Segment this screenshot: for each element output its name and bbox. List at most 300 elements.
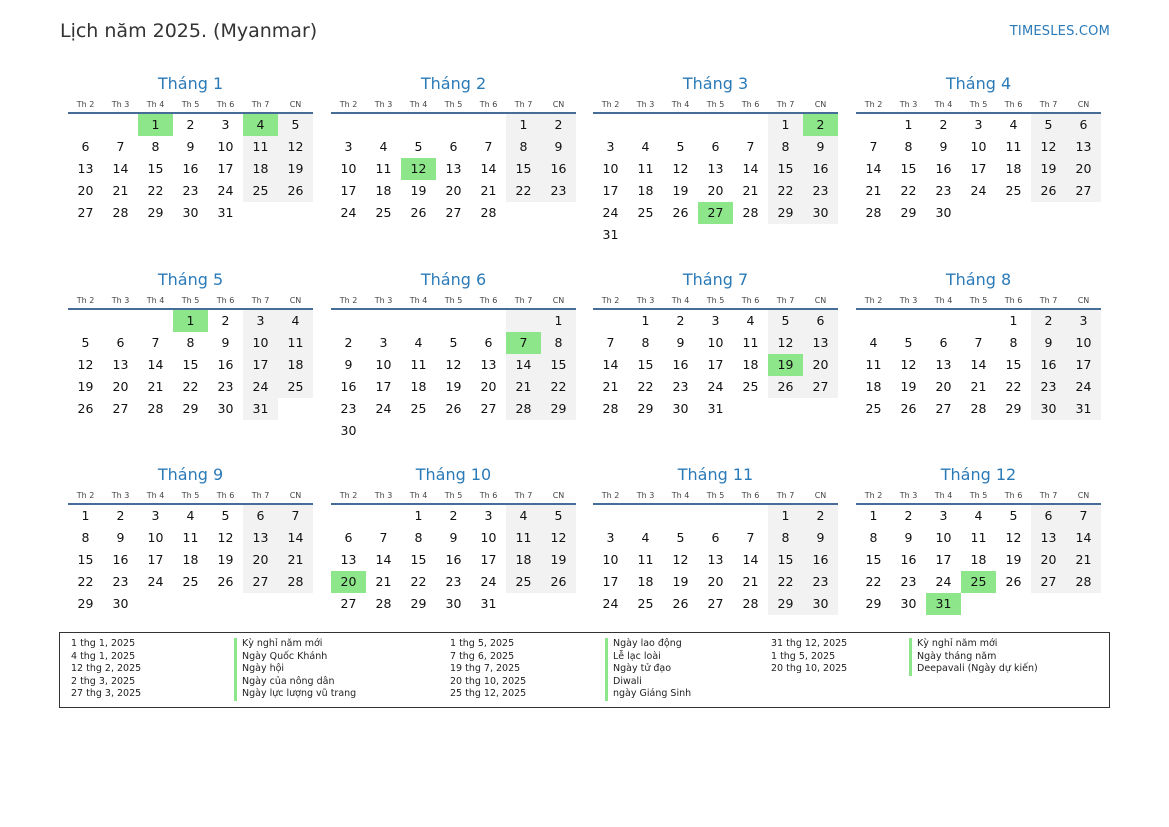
empty-day-cell [471,310,506,332]
day-cell: 14 [506,354,541,376]
day-cell: 21 [375,574,392,589]
day-cell: 20 [77,183,94,198]
day-cell: 17 [970,161,987,176]
weekday-label: Th 7 [514,100,533,109]
day-cell: 21 [742,574,759,589]
day-cell: 15 [900,161,917,176]
day-cell: 17 [340,183,357,198]
weekday-label: Th 4 [934,491,953,500]
weekday-label: Th 4 [671,296,690,305]
empty-day-cell [103,310,138,332]
day-cell: 29 [768,593,803,615]
empty-day-cell [68,114,103,136]
month-block [856,269,1101,420]
day-cell: 9 [1031,332,1066,354]
weekday-label: CN [552,491,565,500]
weekday-label: Th 2 [601,100,620,109]
holiday-day-cell: 25 [961,571,996,593]
empty-day-cell [401,114,436,136]
day-grid [68,114,313,224]
month-block [331,269,576,442]
weekday-label: Th 2 [76,491,95,500]
weekday-label: Th 7 [776,491,795,500]
day-cell: 20 [480,379,497,394]
day-grid [593,310,838,420]
day-cell: 1 [81,508,90,523]
day-cell: 6 [1066,114,1101,136]
day-cell: 30 [1031,398,1066,420]
day-cell: 1 [869,508,878,523]
day-cell: 1 [641,313,650,328]
day-cell: 5 [768,310,803,332]
day-cell: 14 [375,552,392,567]
weekday-header [593,490,838,505]
weekday-label: CN [289,296,302,305]
day-cell: 19 [672,574,689,589]
day-cell: 22 [77,574,94,589]
day-cell: 9 [676,335,685,350]
month-block [331,73,576,224]
day-cell: 23 [900,574,917,589]
day-cell: 24 [340,205,357,220]
holiday-date: 27 thg 3, 2025 [71,688,142,699]
weekday-label: Th 3 [111,491,130,500]
day-cell: 29 [865,596,882,611]
empty-day-cell [961,593,996,615]
day-cell: 27 [1066,180,1101,202]
holiday-name: Kỳ nghỉ năm mới [234,638,356,651]
day-cell: 14 [147,357,164,372]
month-block [856,464,1101,615]
day-cell: 26 [217,574,234,589]
day-cell: 18 [637,574,654,589]
day-cell: 18 [1005,161,1022,176]
day-cell: 10 [217,139,234,154]
day-cell: 19 [410,183,427,198]
day-cell: 22 [768,571,803,593]
day-cell: 31 [480,596,497,611]
day-cell: 13 [77,161,94,176]
weekday-label: Th 4 [146,491,165,500]
day-cell: 21 [506,376,541,398]
day-cell: 9 [939,139,948,154]
empty-day-cell [366,505,401,527]
day-cell: 14 [278,527,313,549]
day-cell: 30 [900,596,917,611]
holiday-day-cell: 12 [401,158,436,180]
empty-day-cell [926,310,961,332]
day-cell: 30 [182,205,199,220]
day-cell: 18 [278,354,313,376]
day-cell: 13 [480,357,497,372]
day-cell: 13 [707,161,724,176]
day-cell: 27 [480,401,497,416]
weekday-label: Th 3 [111,296,130,305]
day-cell: 28 [112,205,129,220]
day-cell: 25 [506,571,541,593]
empty-day-cell [471,420,506,442]
day-cell: 27 [340,596,357,611]
day-cell: 24 [602,205,619,220]
day-grid [856,505,1101,615]
empty-day-cell [278,593,313,615]
day-cell: 14 [112,161,129,176]
day-cell: 5 [541,505,576,527]
day-cell: 24 [707,379,724,394]
day-cell: 8 [869,530,878,545]
day-cell: 17 [217,161,234,176]
holiday-day-cell: 1 [173,310,208,332]
weekday-label: CN [1077,100,1090,109]
day-cell: 7 [1066,505,1101,527]
day-cell: 22 [865,574,882,589]
holiday-dates-col-1 [71,638,141,701]
day-cell: 12 [77,357,94,372]
weekday-label: Th 4 [146,100,165,109]
site-link[interactable]: TIMESLES.COM [1009,24,1110,39]
day-cell: 9 [803,136,838,158]
day-cell: 18 [410,379,427,394]
day-cell: 8 [81,530,90,545]
day-cell: 5 [81,335,90,350]
holiday-name: Lễ lạc loài [605,651,691,664]
day-cell: 12 [672,552,689,567]
weekday-label: Th 7 [776,296,795,305]
empty-day-cell [541,420,576,442]
day-cell: 9 [449,530,458,545]
holiday-names-col-1 [234,638,356,701]
day-cell: 20 [707,183,724,198]
day-cell: 12 [1031,136,1066,158]
day-cell: 24 [243,376,278,398]
day-cell: 7 [746,530,755,545]
day-cell: 10 [243,332,278,354]
day-cell: 28 [970,401,987,416]
day-grid [68,310,313,420]
day-cell: 7 [869,139,878,154]
day-cell: 25 [243,180,278,202]
day-cell: 19 [541,549,576,571]
day-cell: 10 [602,552,619,567]
day-cell: 3 [1066,310,1101,332]
day-cell: 15 [768,158,803,180]
month-block [593,269,838,420]
empty-day-cell [208,593,243,615]
day-cell: 2 [116,508,125,523]
day-cell: 11 [410,357,427,372]
weekday-label: Th 2 [76,100,95,109]
day-cell: 29 [410,596,427,611]
weekday-label: Th 4 [409,296,428,305]
empty-day-cell [138,593,173,615]
empty-day-cell [733,224,768,246]
empty-day-cell [996,202,1031,224]
day-cell: 12 [900,357,917,372]
day-cell: 15 [147,161,164,176]
empty-day-cell [366,310,401,332]
day-cell: 8 [768,136,803,158]
empty-day-cell [593,505,628,527]
day-cell: 1 [414,508,423,523]
day-cell: 10 [480,530,497,545]
holiday-name: Ngày tử đạo [605,663,691,676]
empty-day-cell [1031,593,1066,615]
day-cell: 27 [77,205,94,220]
empty-day-cell [331,114,366,136]
day-cell: 14 [1066,527,1101,549]
weekday-label: Th 4 [409,491,428,500]
weekday-label: Th 6 [1004,491,1023,500]
weekday-label: Th 5 [706,491,725,500]
day-grid [331,310,576,442]
weekday-label: Th 4 [409,100,428,109]
day-cell: 15 [1005,357,1022,372]
empty-day-cell [628,505,663,527]
weekday-label: Th 7 [776,100,795,109]
day-cell: 15 [410,552,427,567]
empty-day-cell [173,593,208,615]
day-cell: 25 [182,574,199,589]
day-cell: 27 [935,401,952,416]
weekday-label: Th 2 [76,296,95,305]
day-cell: 22 [410,574,427,589]
empty-day-cell [733,398,768,420]
day-cell: 19 [445,379,462,394]
day-cell: 4 [278,310,313,332]
holiday-name: Diwali [605,676,691,689]
day-cell: 2 [1031,310,1066,332]
day-cell: 7 [151,335,160,350]
weekday-label: Th 5 [181,296,200,305]
day-cell: 5 [676,530,685,545]
day-cell: 13 [1031,527,1066,549]
day-cell: 5 [221,508,230,523]
day-cell: 16 [1031,354,1066,376]
day-cell: 17 [935,552,952,567]
day-cell: 21 [742,183,759,198]
day-cell: 26 [77,401,94,416]
weekday-header [68,490,313,505]
day-cell: 19 [217,552,234,567]
day-cell: 11 [375,161,392,176]
day-cell: 11 [865,357,882,372]
day-cell: 28 [480,205,497,220]
day-cell: 18 [970,552,987,567]
day-cell: 17 [707,357,724,372]
day-cell: 8 [641,335,650,350]
weekday-label: CN [552,100,565,109]
day-cell: 8 [414,530,423,545]
weekday-label: Th 5 [444,491,463,500]
empty-day-cell [366,114,401,136]
month-title: Tháng 5 [157,270,224,289]
day-cell: 13 [935,357,952,372]
day-cell: 25 [742,379,759,394]
day-cell: 29 [637,401,654,416]
day-cell: 6 [449,139,458,154]
day-cell: 7 [974,335,983,350]
day-cell: 30 [803,202,838,224]
day-cell: 17 [147,552,164,567]
empty-day-cell [331,310,366,332]
day-cell: 21 [602,379,619,394]
holiday-list [59,632,1110,708]
day-cell: 6 [81,139,90,154]
day-cell: 27 [112,401,129,416]
day-cell: 21 [865,183,882,198]
day-cell: 13 [445,161,462,176]
weekday-header [331,99,576,114]
day-cell: 16 [445,552,462,567]
day-cell: 13 [112,357,129,372]
day-cell: 18 [865,379,882,394]
month-title: Tháng 6 [420,270,487,289]
holiday-name: Ngày lao động [605,638,691,651]
day-cell: 15 [768,549,803,571]
empty-day-cell [768,398,803,420]
holiday-name: ngày Giáng Sinh [605,688,691,701]
day-cell: 17 [1066,354,1101,376]
day-cell: 24 [602,596,619,611]
day-cell: 8 [904,139,913,154]
day-cell: 30 [217,401,234,416]
weekday-label: Th 4 [671,491,690,500]
empty-day-cell [243,593,278,615]
day-cell: 3 [711,313,720,328]
day-cell: 10 [147,530,164,545]
weekday-label: Th 7 [514,296,533,305]
weekday-label: Th 6 [1004,100,1023,109]
holiday-date: 31 thg 12, 2025 [771,638,848,649]
day-cell: 27 [1031,571,1066,593]
day-cell: 7 [379,530,388,545]
day-cell: 4 [746,313,755,328]
day-cell: 26 [768,376,803,398]
day-cell: 10 [970,139,987,154]
month-title: Tháng 12 [940,465,1017,484]
holiday-date: 20 thg 10, 2025 [450,675,527,687]
weekday-header [68,295,313,310]
day-cell: 6 [711,530,720,545]
empty-day-cell [103,114,138,136]
day-cell: 15 [182,357,199,372]
day-cell: 30 [935,205,952,220]
day-cell: 20 [243,549,278,571]
day-cell: 29 [768,202,803,224]
day-cell: 8 [1009,335,1018,350]
day-cell: 5 [449,335,458,350]
day-cell: 6 [344,530,353,545]
day-cell: 3 [974,117,983,132]
month-block [68,464,313,615]
day-cell: 16 [182,161,199,176]
weekday-header [331,490,576,505]
day-cell: 12 [541,527,576,549]
day-cell: 5 [414,139,423,154]
day-cell: 28 [602,401,619,416]
weekday-label: Th 5 [444,296,463,305]
day-cell: 19 [77,379,94,394]
day-cell: 24 [970,183,987,198]
empty-day-cell [698,224,733,246]
day-cell: 11 [742,335,759,350]
page-title: Lịch năm 2025. (Myanmar) [60,20,318,42]
day-cell: 18 [742,357,759,372]
day-cell: 23 [217,379,234,394]
day-cell: 9 [344,357,353,372]
day-cell: 16 [935,161,952,176]
day-cell: 6 [939,335,948,350]
holiday-day-cell: 7 [506,332,541,354]
weekday-label: CN [289,491,302,500]
holiday-day-cell: 1 [138,114,173,136]
day-cell: 29 [1005,401,1022,416]
day-cell: 1 [506,114,541,136]
empty-day-cell [541,202,576,224]
weekday-label: Th 7 [514,491,533,500]
day-cell: 26 [410,205,427,220]
day-cell: 3 [221,117,230,132]
weekday-label: Th 2 [864,100,883,109]
day-cell: 12 [672,161,689,176]
day-cell: 20 [935,379,952,394]
weekday-label: Th 5 [969,100,988,109]
day-cell: 21 [970,379,987,394]
month-title: Tháng 8 [945,270,1012,289]
weekday-label: Th 5 [706,100,725,109]
holiday-date: 1 thg 5, 2025 [450,638,515,649]
holiday-date: 4 thg 1, 2025 [71,650,136,662]
day-cell: 11 [243,136,278,158]
day-cell: 26 [1005,574,1022,589]
day-cell: 21 [480,183,497,198]
empty-day-cell [243,202,278,224]
day-cell: 9 [904,530,913,545]
day-cell: 21 [278,549,313,571]
day-cell: 4 [506,505,541,527]
day-cell: 2 [676,313,685,328]
empty-day-cell [1031,202,1066,224]
holiday-name: Deepavali (Ngày dự kiến) [909,663,1038,676]
day-cell: 28 [1066,571,1101,593]
weekday-label: Th 2 [601,491,620,500]
day-cell: 30 [803,593,838,615]
day-cell: 22 [506,180,541,202]
weekday-label: Th 6 [479,491,498,500]
empty-day-cell [593,310,628,332]
day-grid [593,505,838,615]
day-cell: 13 [340,552,357,567]
weekday-label: Th 6 [216,296,235,305]
day-cell: 25 [637,596,654,611]
day-cell: 6 [243,505,278,527]
day-cell: 17 [243,354,278,376]
weekday-label: Th 5 [444,100,463,109]
day-cell: 26 [445,401,462,416]
day-cell: 11 [278,332,313,354]
day-cell: 28 [278,571,313,593]
day-cell: 9 [803,527,838,549]
weekday-label: Th 5 [969,491,988,500]
weekday-label: CN [1077,296,1090,305]
weekday-header [593,295,838,310]
empty-day-cell [506,202,541,224]
day-cell: 12 [1005,530,1022,545]
holiday-day-cell: 2 [803,114,838,136]
day-cell: 14 [742,552,759,567]
weekday-label: Th 6 [1004,296,1023,305]
weekday-label: Th 7 [1039,100,1058,109]
